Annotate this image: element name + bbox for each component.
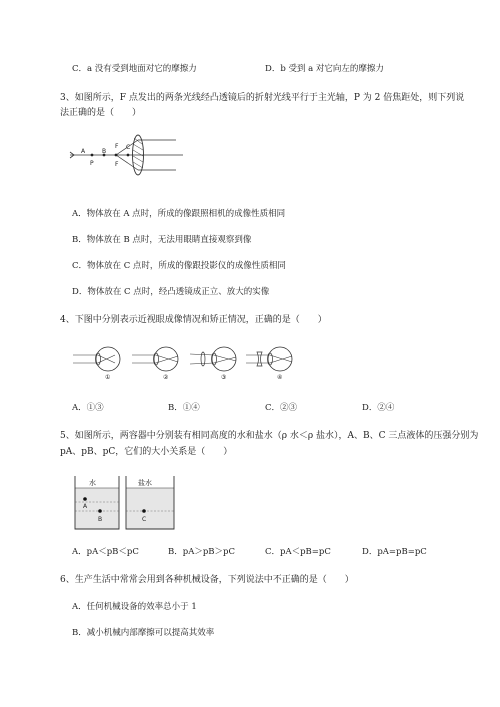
fig-label-3: ③: [221, 374, 227, 381]
label-b: B: [102, 148, 107, 155]
q3-lens-diagram: [68, 128, 188, 186]
q5-option-b: B．pA＞pB＞pC: [168, 547, 235, 557]
eye-figure-4: [246, 347, 292, 381]
q6-option-b: B．减小机械内部摩擦可以提高其效率: [72, 628, 215, 638]
label-p: P: [90, 160, 94, 167]
q3-stem-line1: 3、如图所示，F 点发出的两条光线经凸透镜后的折射光线平行于主光轴，P 为 2 倍焦距处，则下列说: [60, 93, 465, 103]
label-f-top: F: [115, 143, 119, 150]
q4-option-a: A．①③: [72, 403, 104, 413]
fig-label-2: ②: [163, 374, 169, 381]
q6-option-a: A．任何机械设备的效率总小于 1: [72, 602, 197, 612]
point-a-dot: [83, 497, 87, 501]
q4-option-d: D．②④: [362, 403, 395, 413]
label-c: C: [142, 516, 147, 523]
q3-option-c: C．物体放在 C 点时，所成的像跟投影仪的成像性质相同: [72, 261, 286, 271]
q4-stem: 4、下图中分别表示近视眼成像情况和矫正情况，正确的是（ ）: [60, 315, 327, 325]
q2-option-d: D．b 受到 a 对它向左的摩擦力: [265, 64, 384, 74]
q5-option-c: C．pA＜pB=pC: [265, 547, 331, 557]
q5-option-d: D．pA=pB=pC: [362, 547, 427, 557]
q3-option-a: A．物体放在 A 点时，所成的像跟照相机的成像性质相同: [72, 209, 286, 219]
eye-figure-2: [132, 347, 178, 381]
point-c: [127, 154, 130, 157]
label-b: B: [98, 516, 103, 523]
eye-figure-3: [190, 347, 236, 381]
fig-label-4: ④: [277, 374, 283, 381]
q3-option-d: D．物体放在 C 点时，经凸透镜成正立、放大的实像: [72, 287, 270, 297]
fig-label-1: ①: [105, 374, 111, 381]
eye-figure-1: [73, 347, 120, 381]
q5-option-a: A．pA＜pB＜pC: [72, 547, 139, 557]
point-p: [91, 154, 94, 157]
label-a: A: [81, 148, 86, 155]
q5-stem-line1: 5、如图所示，两容器中分别装有相同高度的水和盐水（ρ 水＜ρ 盐水），A、B、C 三点液体的压强分别为: [60, 431, 479, 441]
water-container: [75, 476, 119, 529]
point-c-dot: [142, 509, 146, 513]
label-c: C: [126, 144, 131, 151]
q2-option-c: C．a 没有受到地面对它的摩擦力: [72, 64, 197, 74]
q5-stem-line2: pA、pB、pC，它们的大小关系是（ ）: [60, 447, 233, 457]
point-f: [115, 154, 118, 157]
saltwater-container: [126, 476, 174, 529]
label-water: 水: [89, 479, 96, 487]
q4-option-b: B．①④: [168, 403, 200, 413]
q4-option-c: C．②③: [265, 403, 298, 413]
q5-containers-diagram: [74, 474, 176, 532]
q4-eye-figures: [68, 343, 298, 381]
q6-stem: 6、生产生活中常常会用到各种机械设备，下列说法中不正确的是（ ）: [60, 575, 354, 585]
label-saltwater: 盐水: [138, 479, 152, 487]
q3-stem-line2: 法正确的是（ ）: [60, 108, 142, 118]
q3-option-b: B．物体放在 B 点时，无法用眼睛直接观察到像: [72, 235, 252, 245]
point-b-dot: [98, 509, 102, 513]
label-f-bottom: F: [115, 161, 119, 168]
label-a: A: [83, 503, 88, 510]
